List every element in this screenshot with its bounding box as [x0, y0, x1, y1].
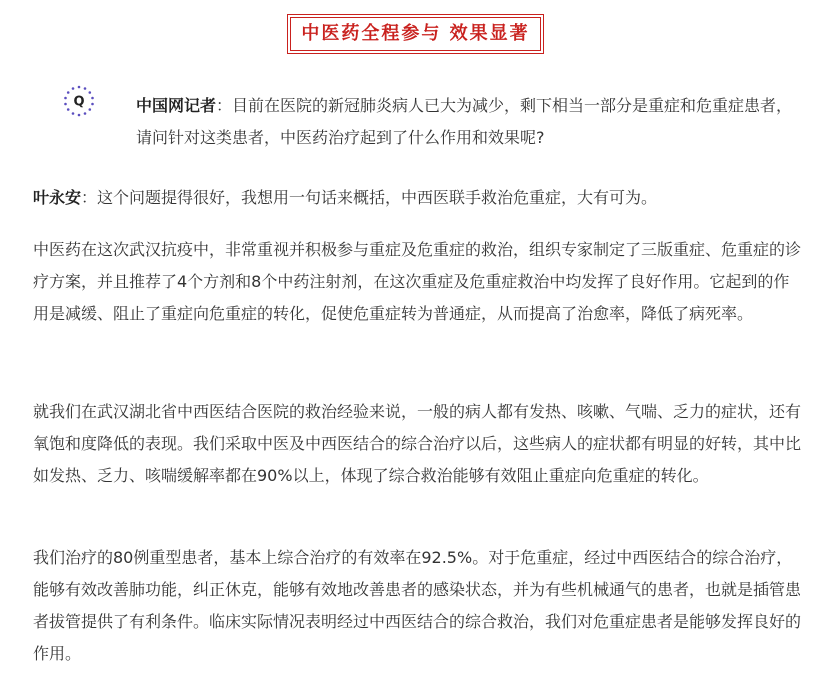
question-text: ：目前在医院的新冠肺炎病人已大为减少，剩下相当一部分是重症和危重症患者，请问针对这类患者，中医药治疗起到了什么作用和效果呢? [136, 96, 793, 147]
question-block [136, 90, 796, 154]
section-title-wrap [0, 17, 831, 51]
paragraph-1: 中医药在这次武汉抗疫中，非常重视并积极参与重症及危重症的救治，组织专家制定了三版重症、危重症的诊疗方案，并且推荐了4个方剂和8个中药注射剂，在这次重症及危重症救治中均发挥了良好作用。它起到的作用是减缓、阻止了重症向危重症的转化，促使危重症转为普通症，从而提高了治愈率，降低了病死率。 [33, 240, 802, 323]
paragraph-2: 就我们在武汉湖北省中西医结合医院的救治经验来说，一般的病人都有发热、咳嗽、气喘、乏力的症状，还有氧饱和度降低的表现。我们采取中医及中西医结合的综合治疗以后，这些病人的症状都有明显的好转，其中比如发热、乏力、咳喘缓解率都在90%以上，体现了综合救治能够有效阻止重症向危重症的转化。 [33, 402, 802, 485]
paragraph-3: 我们治疗的80例重型患者，基本上综合治疗的有效率在92.5%。对于危重症，经过中西医结合的综合治疗，能够有效改善肺功能，纠正休克，能够有效地改善患者的感染状态，并为有些机械通气的患者，也就是插管患者拔管提供了有利条件。临床实际情况表明经过中西医结合的综合救治，我们对危重症患者是能够发挥良好的作用。 [33, 548, 802, 663]
question-icon [62, 84, 96, 118]
section-title: 中医药全程参与 效果显著 [290, 17, 540, 51]
answer-block [33, 182, 803, 214]
answer-speaker: 叶永安 [33, 188, 82, 207]
question-speaker: 中国网记者 [136, 96, 217, 115]
answer-text: ：这个问题提得很好，我想用一句话来概括，中西医联手救治危重症，大有可为。 [81, 188, 658, 207]
question-icon-letter: Q [73, 94, 85, 110]
